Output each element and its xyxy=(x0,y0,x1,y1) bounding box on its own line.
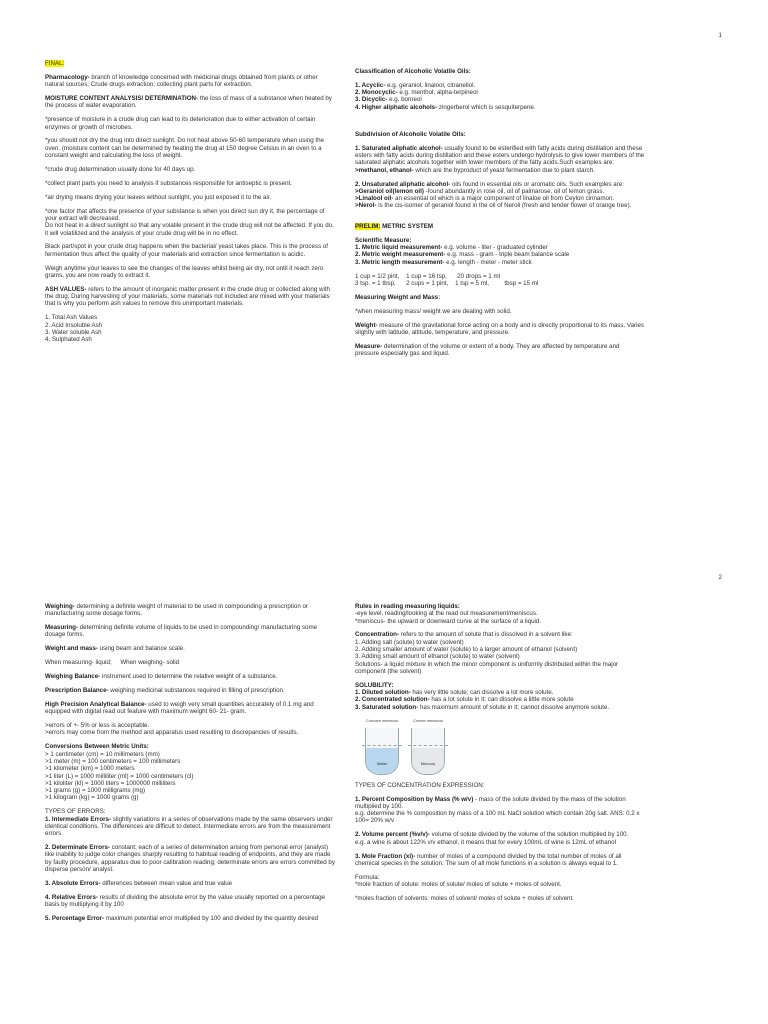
note-paragraph: Black part/spot in your crude drug happens when the bacterial/ yeast takes place. This is the process of fermentation thus affect the quality of your materials and extraction since fermentation is acidic. xyxy=(45,243,328,258)
analytical-balance-text: used to weigh very small quantities accurately of 0.1 mg and equipped with digital read out feature with maximum weight 60- 21- gram. xyxy=(45,700,314,716)
note-line: -eye level, reading/looking at the read out measurement/meniscus. xyxy=(355,610,538,618)
list-item: >1 kiloliter (kl) = 1000 liters = 1000000 milliliters xyxy=(45,779,176,787)
analytical-balance-term: High Precision Analytical Balance- xyxy=(45,700,147,708)
list-text: zingerberol which is sesquiterpene. xyxy=(437,103,536,111)
list-text: - mass of the solute divided by the mass of the solution multiplied by 100. xyxy=(355,795,626,810)
list-text: usually found to be esterified with fatty acids during distillation and these esters with fatty acids during distillation and these esters undergo hydrolysis to give lower members of the saturated aliphatic alcohols together with lower members of the fatty acids.Such examples are: xyxy=(355,144,645,167)
note-paragraph: *crude drug determination usually done for 40 days up. xyxy=(45,165,196,173)
measuring-text: determining definite volume of liquids to be used in compounding/ manufacturing some dosage forms. xyxy=(45,624,318,639)
list-text: oils found in essential oils or aromatic oils. Such examples are: xyxy=(450,180,624,188)
list-item: >1 kilometer (km) = 1000 meters xyxy=(45,765,135,773)
final-label: FINAL: xyxy=(45,60,65,67)
list-item: 2. Acid Insoluble Ash xyxy=(45,321,103,329)
list-term: 1. Saturated aliphatic alcohol- xyxy=(355,144,443,152)
list-text: e.g. menthol, alpha-terpineol xyxy=(397,89,478,97)
section-heading: Measuring Weight and Mass: xyxy=(355,293,441,301)
conversion-line: 1 cup = 1/2 pint, 1 cup = 16 tsp, 20 drops = 1 ml xyxy=(355,272,500,280)
list-text: e.g. mass - gram - triple beam balance scale xyxy=(445,251,570,259)
example-text: e.g. a wine is about 122% v/v ethanol, it means that for every 100mL of wine is 12mL of ethanol xyxy=(355,838,616,846)
prelim-heading: METRIC SYSTEM xyxy=(380,222,434,230)
list-term: 2. Metric weight measurement- xyxy=(355,251,446,259)
list-term: 3. Dicyclic- xyxy=(355,96,388,104)
list-item: >1 kilogram (kg) = 1000 grams (g) xyxy=(45,794,139,802)
list-term: 2. Monocyclic- xyxy=(355,89,398,97)
weighing-balance-text: instrument used to determine the relative weight of a substance. xyxy=(100,673,278,681)
example-text: -found abundantly in rose oil, oil of palmarose, oil of lemon grass. xyxy=(423,187,605,195)
list-text: e.g. geraniol, linalool, citranellol. xyxy=(385,81,476,89)
figure-caption: Convex meniscus xyxy=(413,718,443,723)
list-text: constant; each of a series of determination arising from personal error (analyst) like inability to judge color changes sharply resulting to habitual reading of endpoints, and they are made by faulty procedure, apparatus due to poor calibration reading; determinate errors are errors committed by disperse person/ analyst. xyxy=(45,844,335,873)
list-text: maximum potential error multiplied by 100 and divided by the quantity desired xyxy=(104,914,319,922)
note-line: >errors may come from the method and apparatus used resulting to discrepancies of results. xyxy=(45,729,299,737)
ash-values-term: ASH VALUES- xyxy=(45,285,87,293)
list-text: volume of solute divided by the volume of the solution multiplied by 100. xyxy=(429,831,629,839)
weight-mass-text: using beam and balance scale. xyxy=(97,645,185,653)
page-number: 1 xyxy=(718,32,722,39)
formula-line: *mole fraction of solute: moles of solute/ moles of solute + moles of solvent. xyxy=(355,880,562,888)
list-term: 3. Mole Fraction (xi)- xyxy=(355,852,416,860)
list-term: 1. Diluted solution- xyxy=(355,689,411,697)
example-term: >Geraniol oil(lemon oil) xyxy=(355,187,424,195)
list-text: results of dividing the absolute error by the value usually reported on a percentage basis by multiplying it by 100 xyxy=(45,893,325,909)
section-heading: SOLUBILITY: xyxy=(355,681,394,689)
list-item: > 1 centimeter (cm) = 10 millimeters (mm) xyxy=(45,750,160,758)
figure-caption: Concave meniscus xyxy=(365,718,399,723)
weighing-term: Weighing- xyxy=(45,603,75,610)
water-tube xyxy=(365,718,399,775)
list-term: 5. Percentage Error- xyxy=(45,914,105,922)
weight-mass-term: Weight and mass- xyxy=(45,645,98,653)
list-item: >1 meter (m) = 100 centimeters = 100 millimeters xyxy=(45,757,181,765)
section-heading: TYPES OF ERRORS: xyxy=(45,808,106,816)
list-text: e.g. length - meter - meter stick xyxy=(444,258,532,266)
list-text: differences between mean value and true value xyxy=(100,879,233,887)
left-column xyxy=(45,603,335,929)
note-paragraph: *you should not dry the drug into direct sunlight. Do not heat above 50-60 temperature when using the oven. (moisture content can be determined by heating the drug at 150 degree Celsius in an oven to a constant weight and calculating the loss of weight. xyxy=(45,137,324,160)
ash-list xyxy=(45,314,335,343)
section-heading: Conversions Between Metric Units: xyxy=(45,743,149,751)
section-heading: TYPES OF CONCENTRATION EXPRESSION: xyxy=(355,781,485,789)
list-term: 2. Unsaturated aliphatic alcohol- xyxy=(355,180,451,188)
left-column xyxy=(45,60,335,343)
list-text: has very little solute; can dissolve a lot more solute. xyxy=(410,689,554,697)
prelim-label: PRELIM: xyxy=(355,222,381,230)
section-heading: Subdivision of Alcoholic Volatile Oils: xyxy=(355,130,466,138)
list-item: 1. Adding salt (solute) to water (solvent) xyxy=(355,638,464,646)
list-term: 2. Volume percent (%v/v)- xyxy=(355,831,430,839)
solutions-text: Solutions- a liquid mixture in which the minor component is uniformly distributed within the major component (the solvent) xyxy=(355,660,619,675)
list-term: 2. Concentrated solution- xyxy=(355,696,430,704)
note-paragraph: Do not heat in a direct sunlight so that any volatile present in the crude drug will not be affected. If you do, it will volatilized and the analysis of your crude drug will be in no effect. xyxy=(45,222,334,237)
page-number: 2 xyxy=(718,574,722,581)
meniscus-illustration xyxy=(355,718,455,776)
concentration-text: refers to the amount of solute that is dissolved in a solvent like: xyxy=(399,631,573,639)
example-text: is the cis-isomer of geraniol found in the oil of Neroli (fresh and tender flower of orange tree). xyxy=(376,202,632,210)
list-text: e.g. borneol xyxy=(387,96,422,104)
right-column xyxy=(355,603,645,909)
list-term: 4. Higher aliphatic alcohols- xyxy=(355,103,438,111)
pharmacology-term: Pharmacology- xyxy=(45,73,90,81)
figure-label: Mercury xyxy=(420,761,436,767)
pharmacology-text: branch of knowledge concerned with medicinal drugs obtained from plants or other natural sources; Crude drugs extraction; collecting plant parts for extraction. xyxy=(45,73,318,89)
list-text: has maximum amount of solute in it; cannot dissolve anymore solute. xyxy=(418,703,610,711)
prescription-balance-text: weighing medicinal substances required in filling of prescription. xyxy=(108,687,285,695)
note-paragraph: *air drying means drying your leaves without sunlight, you just exposed it to the air. xyxy=(45,193,272,201)
section-heading: Rules in reading measuring liquids: xyxy=(355,603,460,610)
list-item: 3. Adding small amount of ethanol (solute) to water (solvent) xyxy=(355,653,520,661)
list-item: >1 grams (g) = 1000 milligrams (mg) xyxy=(45,787,146,795)
list-text: slightly variations in a series of observations made by the same observers under identical conditions. The differences are difficult to detect. Intermediate errors are from the measurement errors xyxy=(45,815,333,838)
list-term: 2. Determinate Errors- xyxy=(45,844,110,852)
list-item: 1. Total Ash Values xyxy=(45,314,98,322)
weighing-balance-term: Weighing Balance- xyxy=(45,673,101,681)
mercury-tube xyxy=(411,718,445,775)
list-term: 1. Intermediate Errors- xyxy=(45,815,112,823)
list-text: number of moles of a compound divided by the total number of moles of all chemical species in the solution. The sum of all mole functions in a solution is always equal to 1. xyxy=(355,852,622,867)
measure-term: Measure- xyxy=(355,342,383,350)
formula-heading: Formula: xyxy=(355,873,380,881)
measure-text: determination of the volume or extent of a body. They are affected by temperature and pressure especially gas and liquid. xyxy=(355,342,620,358)
weight-term: Weight- xyxy=(355,321,378,329)
example-text: which are the byproduct of yeast fermentation due to plant starch. xyxy=(413,166,595,174)
note-line: >errors of +- 5% or less is acceptable. xyxy=(45,722,150,730)
list-item: 3. Water soluble Ash xyxy=(45,328,102,336)
moisture-term: MOISTURE CONTENT ANALYSIS/ DETERMINATION- xyxy=(45,95,199,103)
example-term: >Nerol- xyxy=(355,202,377,210)
note-paragraph: *collect plant parts you need to analysis if substances responsible for antiseptic is present. xyxy=(45,179,292,187)
example-text: e.g. determine the % composition by mass of a 100 mL NaCl solution which contain 20g salt. ANS: 0.2 x 100= 20% w/v xyxy=(355,810,640,825)
list-term: 1. Percent Composition by Mass (% w/v) xyxy=(355,795,474,803)
list-term: 1. Acyclic- xyxy=(355,81,386,89)
figure-label: Water xyxy=(376,761,388,767)
weight-text: measure of the gravitational force acting on a body and is directly proportional to its mass. Varies slightly with latitude, altitude, temperature, and pressure. xyxy=(355,321,645,336)
note-paragraph: When measuring- liquid; When weighing- solid xyxy=(45,659,180,667)
list-item: 4. Sulphated Ash xyxy=(45,336,92,344)
prescription-balance-term: Prescription Balance- xyxy=(45,687,109,695)
moisture-text: the loss of mass of a substance when heated by the process of water evaporation. xyxy=(45,95,332,110)
list-text: has a lot solute in it; can dissolve a little more solute xyxy=(429,696,574,704)
list-text: e.g. volume - liter - graduated cylinder xyxy=(442,244,548,252)
section-heading: Classification of Alcoholic Volatile Oils: xyxy=(355,68,471,75)
concentration-term: Concentration- xyxy=(355,631,399,639)
note-paragraph: Weigh anytime your leaves to see the changes of the leaves whilst being air dry, not until it reach zero grams, you are now ready to extract it. xyxy=(45,264,324,279)
list-item: 2. Adding smaller amount of water (solute) to a larger amount of ethanol (solvent) xyxy=(355,646,578,654)
list-item: >1 liter (L) = 1000 milliliter (ml) = 1000 centimeters (cl) xyxy=(45,772,194,780)
section-heading: Scientific Measure: xyxy=(355,236,412,244)
measuring-term: Measuring- xyxy=(45,624,79,632)
note-line: *meniscus- the upward or downward curve at the surface of a liquid. xyxy=(355,617,542,625)
example-text: an essential oil which is a major component of linaloe oil from Ceylon cinnamon. xyxy=(393,195,615,203)
list-term: 3. Absolute Errors- xyxy=(45,879,101,887)
list-term: 1. Metric liquid measurement- xyxy=(355,244,443,252)
list-term: 3. Saturated solution- xyxy=(355,703,419,711)
note-paragraph: *one factor that affects the presence of your substance is when you direct sun dry it, the percentage of your extract will decreased. xyxy=(45,207,325,222)
document-page-1 xyxy=(0,0,768,510)
note-paragraph: *when measuring mass/ weight we are dealing with solid. xyxy=(355,307,512,315)
example-term: >Linalool oil- xyxy=(355,195,394,203)
document-page-2 xyxy=(0,512,768,1022)
example-term: >methanol, ethanol- xyxy=(355,166,414,174)
conversion-line: 3 tsp. = 1 tbsp, 2 cups = 1 pint, 1 tsp = 5 ml, tbsp = 15 ml xyxy=(355,279,539,287)
ash-values-text: refers to the amount of inorganic matter present in the crude drug or collected along with the drug; During harvesting of your materials, some materials not included are mixed with your materials that is why you perform ash values to remove this unimportant materials. xyxy=(45,285,330,308)
list-term: 3. Metric length measurement- xyxy=(355,258,445,266)
formula-line: *moles fraction of solvents: moles of solvent/ moles of solute + moles of solvent. xyxy=(355,894,574,902)
classification-list xyxy=(355,82,645,111)
note-paragraph: *presence of moisture in a crude drug can lead to its deterioration due to either activation of certain enzymes or growth of microbes. xyxy=(45,116,316,131)
right-column xyxy=(355,68,645,364)
list-term: 4. Relative Errors- xyxy=(45,893,98,901)
weighing-text: determining a definite weight of material to be used in compounding a prescription or manufacturing some dosage forms. xyxy=(45,603,308,618)
